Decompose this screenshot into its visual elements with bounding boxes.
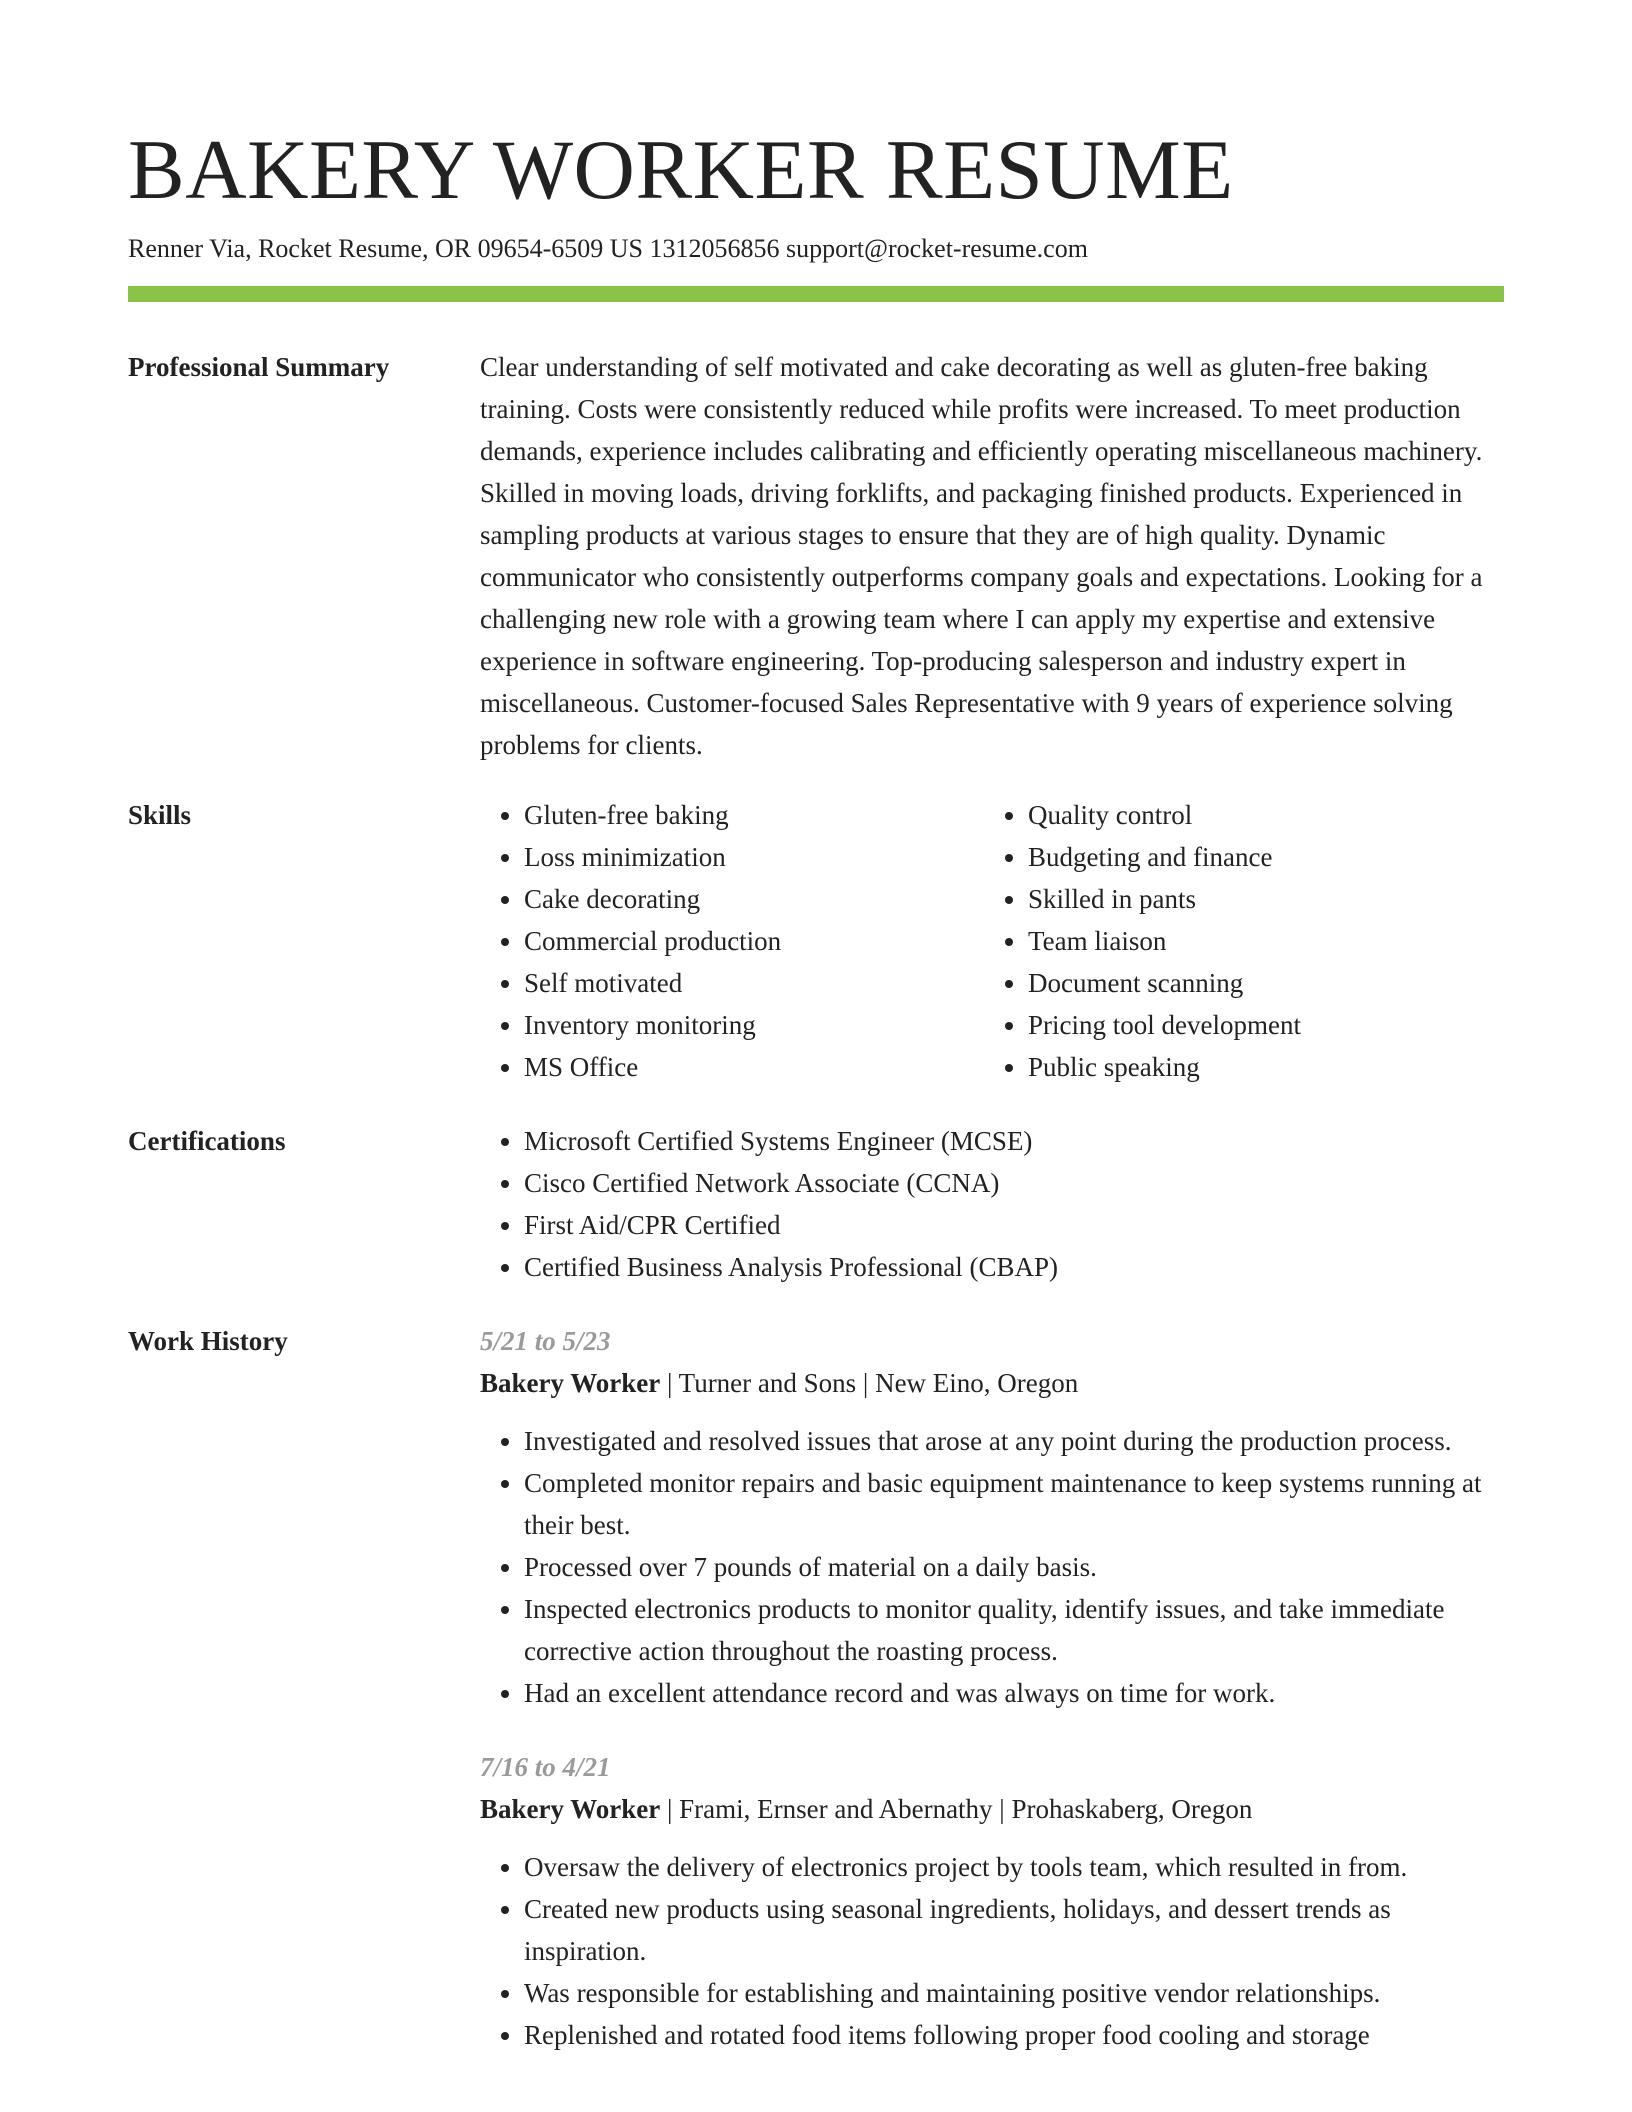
skills-list-left bbox=[480, 794, 984, 1088]
job-bullet: • Investigated and resolved issues that arose at any point during the production process. bbox=[524, 1420, 1504, 1462]
skill-item: • Document scanning bbox=[1028, 962, 1488, 1004]
skill-item: • Cake decorating bbox=[524, 878, 984, 920]
resume-title: BAKERY WORKER RESUME bbox=[128, 123, 1234, 217]
accent-divider bbox=[128, 286, 1504, 302]
job-bullet: • Created new products using seasonal ingredients, holidays, and dessert trends as inspiration. bbox=[524, 1888, 1504, 1972]
job-employer-location: | Turner and Sons | New Eino, Oregon bbox=[660, 1368, 1079, 1398]
certifications-list bbox=[480, 1120, 1504, 1288]
job-entry bbox=[480, 1320, 1504, 1714]
skill-item: • Budgeting and finance bbox=[1028, 836, 1488, 878]
job-bullets bbox=[480, 1420, 1504, 1714]
summary-text: Clear understanding of self motivated and cake decorating as well as gluten-free baking training. Costs were consistently reduced while profits were increased. To meet production demands, experience includes calibrating and efficiently operating miscellaneous machinery. Skilled in moving loads, driving forklifts, and packaging finished products. Experienced in sampling products at various stages to ensure that they are of high quality. Dynamic communicator who consistently outperforms company goals and expectations. Looking for a challenging new role with a growing team where I can apply my expertise and extensive experience in software engineering. Top-producing salesperson and industry expert in miscellaneous. Customer-focused Sales Representative with 9 years of experience solving problems for clients. bbox=[480, 352, 1483, 760]
job-heading bbox=[480, 1788, 1504, 1830]
certification-item: • First Aid/CPR Certified bbox=[524, 1204, 1504, 1246]
job-dates: 7/16 to 4/21 bbox=[480, 1752, 611, 1782]
job-employer-location: | Frami, Ernser and Abernathy | Prohaskaberg, Oregon bbox=[660, 1794, 1253, 1824]
skills-body bbox=[480, 794, 1504, 1088]
work-history-body bbox=[480, 1320, 1504, 2056]
job-heading bbox=[480, 1362, 1504, 1404]
skill-item: • Public speaking bbox=[1028, 1046, 1488, 1088]
skill-item: • Pricing tool development bbox=[1028, 1004, 1488, 1046]
skill-item: • Gluten-free baking bbox=[524, 794, 984, 836]
skill-item: • MS Office bbox=[524, 1046, 984, 1088]
skill-item: • Inventory monitoring bbox=[524, 1004, 984, 1046]
certification-item: • Microsoft Certified Systems Engineer (MCSE) bbox=[524, 1120, 1504, 1162]
contact-line: Renner Via, Rocket Resume, OR 09654-6509 US 1312056856 support@rocket-resume.com bbox=[128, 234, 1088, 263]
skills-grid bbox=[480, 794, 1504, 1088]
skill-item: • Commercial production bbox=[524, 920, 984, 962]
job-bullet: • Had an excellent attendance record and was always on time for work. bbox=[524, 1672, 1504, 1714]
job-bullet: • Oversaw the delivery of electronics project by tools team, which resulted in from. bbox=[524, 1846, 1504, 1888]
summary-body bbox=[480, 346, 1504, 766]
skill-item: • Skilled in pants bbox=[1028, 878, 1488, 920]
job-title: Bakery Worker bbox=[480, 1368, 661, 1398]
job-entry bbox=[480, 1746, 1504, 2056]
certification-item: • Cisco Certified Network Associate (CCNA) bbox=[524, 1162, 1504, 1204]
job-bullets bbox=[480, 1846, 1504, 2056]
summary-heading: Professional Summary bbox=[128, 352, 390, 382]
certifications-body bbox=[480, 1120, 1504, 1288]
work-history-heading: Work History bbox=[128, 1326, 288, 1356]
certifications-heading: Certifications bbox=[128, 1126, 286, 1156]
certification-item: • Certified Business Analysis Professional (CBAP) bbox=[524, 1246, 1504, 1288]
skills-heading: Skills bbox=[128, 800, 192, 830]
skill-item: • Team liaison bbox=[1028, 920, 1488, 962]
job-title: Bakery Worker bbox=[480, 1794, 661, 1824]
job-bullet: • Inspected electronics products to monitor quality, identify issues, and take immediate corrective action throughout the roasting process. bbox=[524, 1588, 1504, 1672]
job-dates: 5/21 to 5/23 bbox=[480, 1326, 611, 1356]
job-bullet: • Replenished and rotated food items following proper food cooling and storage bbox=[524, 2014, 1504, 2056]
job-bullet: • Was responsible for establishing and maintaining positive vendor relationships. bbox=[524, 1972, 1504, 2014]
skill-item: • Loss minimization bbox=[524, 836, 984, 878]
skills-list-right bbox=[984, 794, 1488, 1088]
job-bullet: • Completed monitor repairs and basic equipment maintenance to keep systems running at their best. bbox=[524, 1462, 1504, 1546]
skill-item: • Quality control bbox=[1028, 794, 1488, 836]
job-bullet: • Processed over 7 pounds of material on a daily basis. bbox=[524, 1546, 1504, 1588]
skill-item: • Self motivated bbox=[524, 962, 984, 1004]
